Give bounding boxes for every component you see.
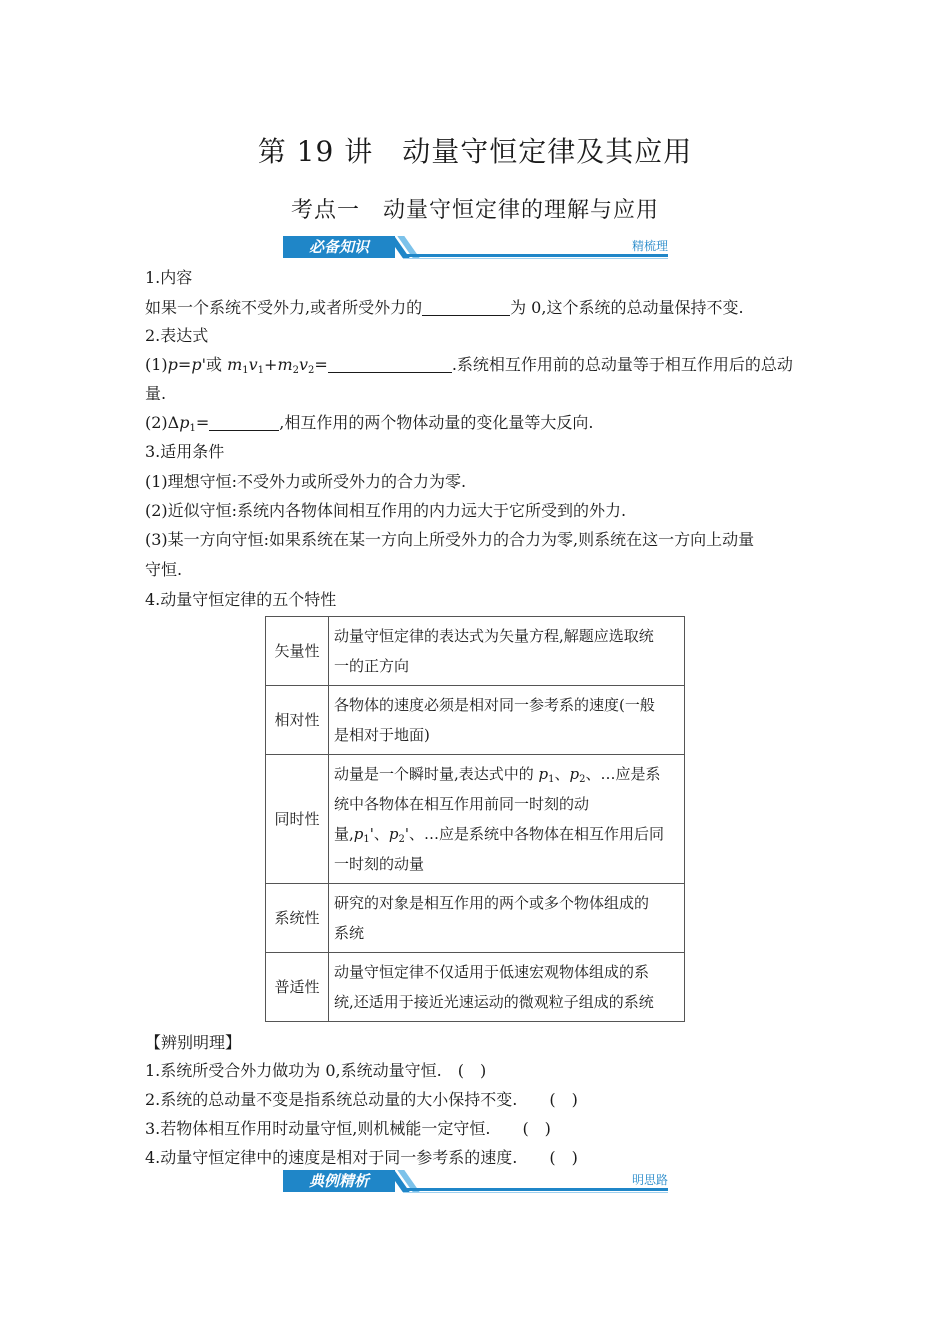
banner-label: 典例精析 (283, 1170, 395, 1192)
text: 动量守恒定律不仅适用于低速宏观物体组成的系 (334, 963, 650, 981)
row-value (329, 755, 685, 884)
s1-content (145, 298, 815, 318)
banner-tag: 明思路 (631, 1173, 668, 1187)
text: 统中各物体在相互作用前同一时刻的动 (334, 795, 590, 813)
subscript: 1 (363, 834, 370, 845)
s2-line2 (145, 413, 815, 433)
fill-blank[interactable] (328, 356, 452, 373)
s3-line3: (3)某一方向守恒:如果系统在某一方向上所受外力的合力为零,则系统在这一方向上动量 (145, 530, 755, 549)
section-subtitle: 考点一 动量守恒定律的理解与应用 (290, 198, 659, 223)
table-row (266, 686, 685, 755)
text: 、…应是系 (585, 765, 661, 783)
row-value (329, 686, 685, 755)
text: 、 (554, 765, 570, 783)
row-value (329, 884, 685, 953)
banner-tag: 精梳理 (631, 239, 668, 253)
s3-line2: (2)近似守恒:系统内各物体间相互作用的内力远大于它所受到的外力. (145, 501, 627, 520)
text: '、…应是系统中各物体在相互作用后同 (404, 825, 665, 843)
fill-blank[interactable] (422, 299, 510, 316)
text: 量, (334, 825, 354, 843)
subscript: 1 (242, 365, 249, 376)
text: 动量是一个瞬时量,表达式中的 (334, 765, 539, 783)
text: '、 (369, 825, 389, 843)
s1-text-b: 为 0,这个系统的总动量保持不变. (510, 298, 744, 317)
symbol-p: p (179, 413, 190, 432)
subscript: 1 (548, 774, 555, 785)
symbol-p: p (167, 355, 178, 374)
banner-rule (403, 1188, 668, 1191)
text (334, 759, 679, 789)
text: 各物体的速度必须是相对同一参考系的速度(一般 (334, 696, 655, 714)
row-key: 相对性 (266, 686, 329, 755)
s2-line1 (145, 355, 815, 375)
judge-heading: 【辨别明理】 (145, 1033, 242, 1052)
subscript: 2 (308, 365, 315, 376)
subscript: 1 (257, 365, 265, 376)
judge-item[interactable]: 1.系统所受合外力做功为 0,系统动量守恒. ( ) (145, 1061, 487, 1080)
symbol-m: m (277, 355, 293, 374)
table-row (266, 755, 685, 884)
symbol-p: p (388, 825, 399, 843)
s1-text-a: 如果一个系统不受外力,或者所受外力的 (145, 298, 423, 317)
properties-table (265, 616, 685, 1022)
banner-essential-knowledge (283, 236, 668, 262)
row-key: 矢量性 (266, 617, 329, 686)
table-row (266, 953, 685, 1022)
symbol-p-prime: p' (191, 355, 206, 374)
row-key: 系统性 (266, 884, 329, 953)
banner-typical-examples (283, 1170, 668, 1196)
text: 研究的对象是相互作用的两个或多个物体组成的 (334, 894, 650, 912)
text: (2)Δ (145, 413, 180, 432)
s2-heading: 2.表达式 (145, 326, 209, 345)
text: 或 (205, 355, 228, 374)
symbol-m: m (227, 355, 243, 374)
text: 一时刻的动量 (334, 855, 425, 873)
judge-item[interactable]: 2.系统的总动量不变是指系统总动量的大小保持不变. ( ) (145, 1090, 578, 1109)
row-value (329, 617, 685, 686)
text: 一的正方向 (334, 657, 410, 675)
s1-heading: 1.内容 (145, 268, 193, 287)
s2-line1-cont: 量. (145, 384, 167, 403)
text: = (177, 355, 192, 374)
s4-heading: 4.动量守恒定律的五个特性 (145, 590, 337, 609)
lesson-title: 第 19 讲 动量守恒定律及其应用 (257, 135, 693, 168)
banner-rule (403, 258, 668, 259)
judge-item[interactable]: 4.动量守恒定律中的速度是相对于同一参考系的速度. ( ) (145, 1148, 578, 1167)
symbol-v: v (298, 355, 309, 374)
banner-label: 必备知识 (283, 236, 395, 258)
text: 统,还适用于接近光速运动的微观粒子组成的系统 (334, 993, 654, 1011)
subscript: 2 (579, 774, 586, 785)
s3-line1: (1)理想守恒:不受外力或所受外力的合力为零. (145, 472, 467, 491)
text: .系统相互作用前的总动量等于相互作用后的总动 (451, 355, 793, 374)
s3-heading: 3.适用条件 (145, 442, 225, 461)
symbol-p: p (538, 765, 549, 783)
judge-item[interactable]: 3.若物体相互作用时动量守恒,则机械能一定守恒. ( ) (145, 1119, 551, 1138)
banner-rule (403, 254, 668, 257)
text: 系统 (334, 924, 365, 942)
subscript: 1 (189, 423, 196, 434)
banner-rule (403, 1192, 668, 1193)
s3-line3-cont: 守恒. (145, 560, 183, 579)
symbol-p: p (569, 765, 580, 783)
text (334, 819, 679, 849)
symbol-p: p (353, 825, 364, 843)
text: 动量守恒定律的表达式为矢量方程,解题应选取统 (334, 627, 654, 645)
table-row (266, 884, 685, 953)
text: + (264, 355, 278, 374)
text: 是相对于地面) (334, 726, 430, 744)
row-key: 普适性 (266, 953, 329, 1022)
table-row (266, 617, 685, 686)
row-key: 同时性 (266, 755, 329, 884)
text: = (314, 355, 328, 374)
fill-blank[interactable] (209, 414, 279, 431)
symbol-v: v (248, 355, 258, 374)
text: ,相互作用的两个物体动量的变化量等大反向. (279, 413, 594, 432)
text: (1) (145, 355, 168, 374)
subscript: 2 (292, 365, 299, 376)
text: = (195, 413, 210, 432)
row-value (329, 953, 685, 1022)
subscript: 2 (398, 834, 405, 845)
